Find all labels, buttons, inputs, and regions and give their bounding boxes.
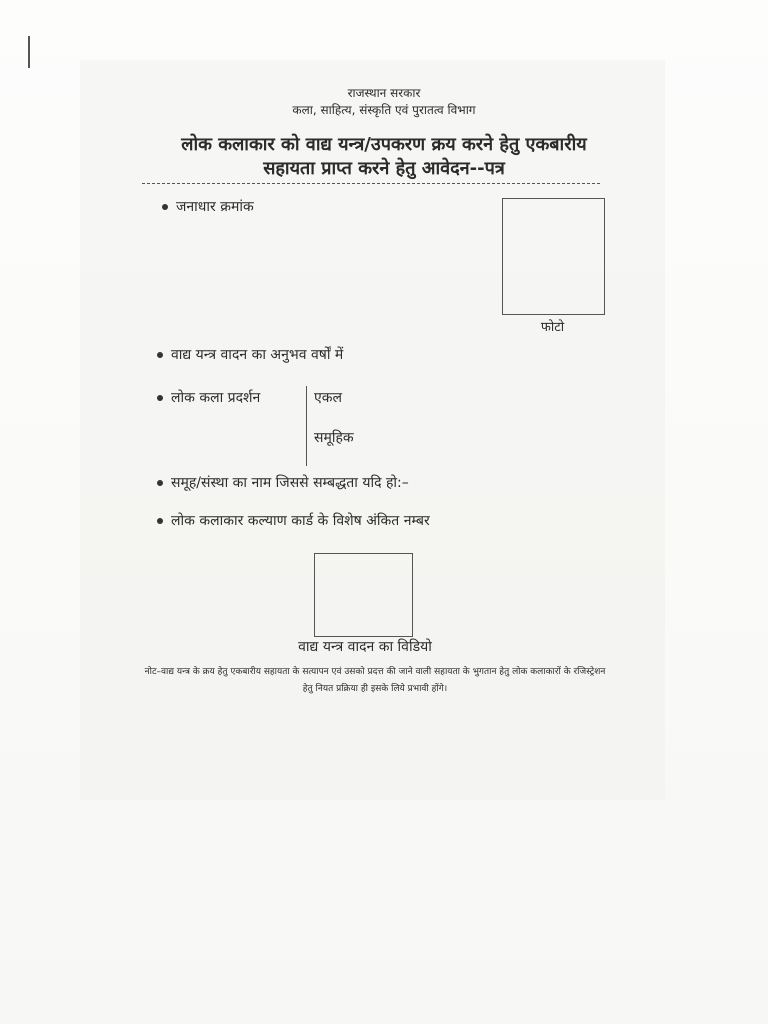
video-box bbox=[314, 553, 413, 637]
photo-box bbox=[502, 198, 605, 315]
field-card-number-label: लोक कलाकार कल्याण कार्ड के विशेष अंकित नम्बर bbox=[171, 513, 430, 529]
footnote: नोट–वाद्य यन्त्र के क्रय हेतु एकबारीय सहायता के सत्यापन एवं उसको प्रदत्त की जाने वाली सहायता के भुगतान हेतु लोक कलाकारों के रजिस्ट्रेशन हेतु नियत प्रक्रिया ही इसके लिये प्रभावी होंगे। bbox=[144, 667, 606, 694]
performance-bracket bbox=[306, 386, 307, 466]
field-performance bbox=[157, 388, 260, 407]
performance-option-solo: एकल bbox=[314, 390, 342, 406]
field-janadhar-label: जनाधार क्रमांक bbox=[176, 199, 254, 215]
bullet-icon bbox=[157, 480, 163, 486]
field-group-name bbox=[157, 473, 409, 492]
margin-mark bbox=[28, 36, 30, 68]
field-group-name-label: समूह/संस्था का नाम जिससे सम्बद्धता यदि हो:– bbox=[171, 475, 409, 491]
bullet-icon bbox=[157, 352, 163, 358]
photo-label: फोटो bbox=[540, 320, 565, 335]
video-label: वाद्य यन्त्र वादन का विडियो bbox=[298, 639, 432, 655]
field-performance-label: लोक कला प्रदर्शन bbox=[171, 390, 261, 406]
form-title-line-1: लोक कलाकार को वाद्य यन्त्र/उपकरण क्रय करने हेतु एकबारीय bbox=[181, 134, 587, 155]
field-experience bbox=[157, 345, 343, 364]
bullet-icon bbox=[157, 395, 163, 401]
field-card-number bbox=[157, 511, 430, 530]
header-department: कला, साहित्य, संस्कृति एवं पुरातत्व विभाग bbox=[292, 103, 476, 117]
title-divider bbox=[142, 183, 600, 184]
header-government: राजस्थान सरकार bbox=[347, 86, 421, 100]
performance-option-group: समूहिक bbox=[314, 430, 354, 446]
field-janadhar bbox=[162, 197, 254, 216]
bullet-icon bbox=[162, 204, 168, 210]
form-title-line-2: सहायता प्राप्त करने हेतु आवेदन--पत्र bbox=[263, 158, 505, 179]
field-experience-label: वाद्य यन्त्र वादन का अनुभव वर्षों में bbox=[171, 347, 344, 363]
bullet-icon bbox=[157, 518, 163, 524]
